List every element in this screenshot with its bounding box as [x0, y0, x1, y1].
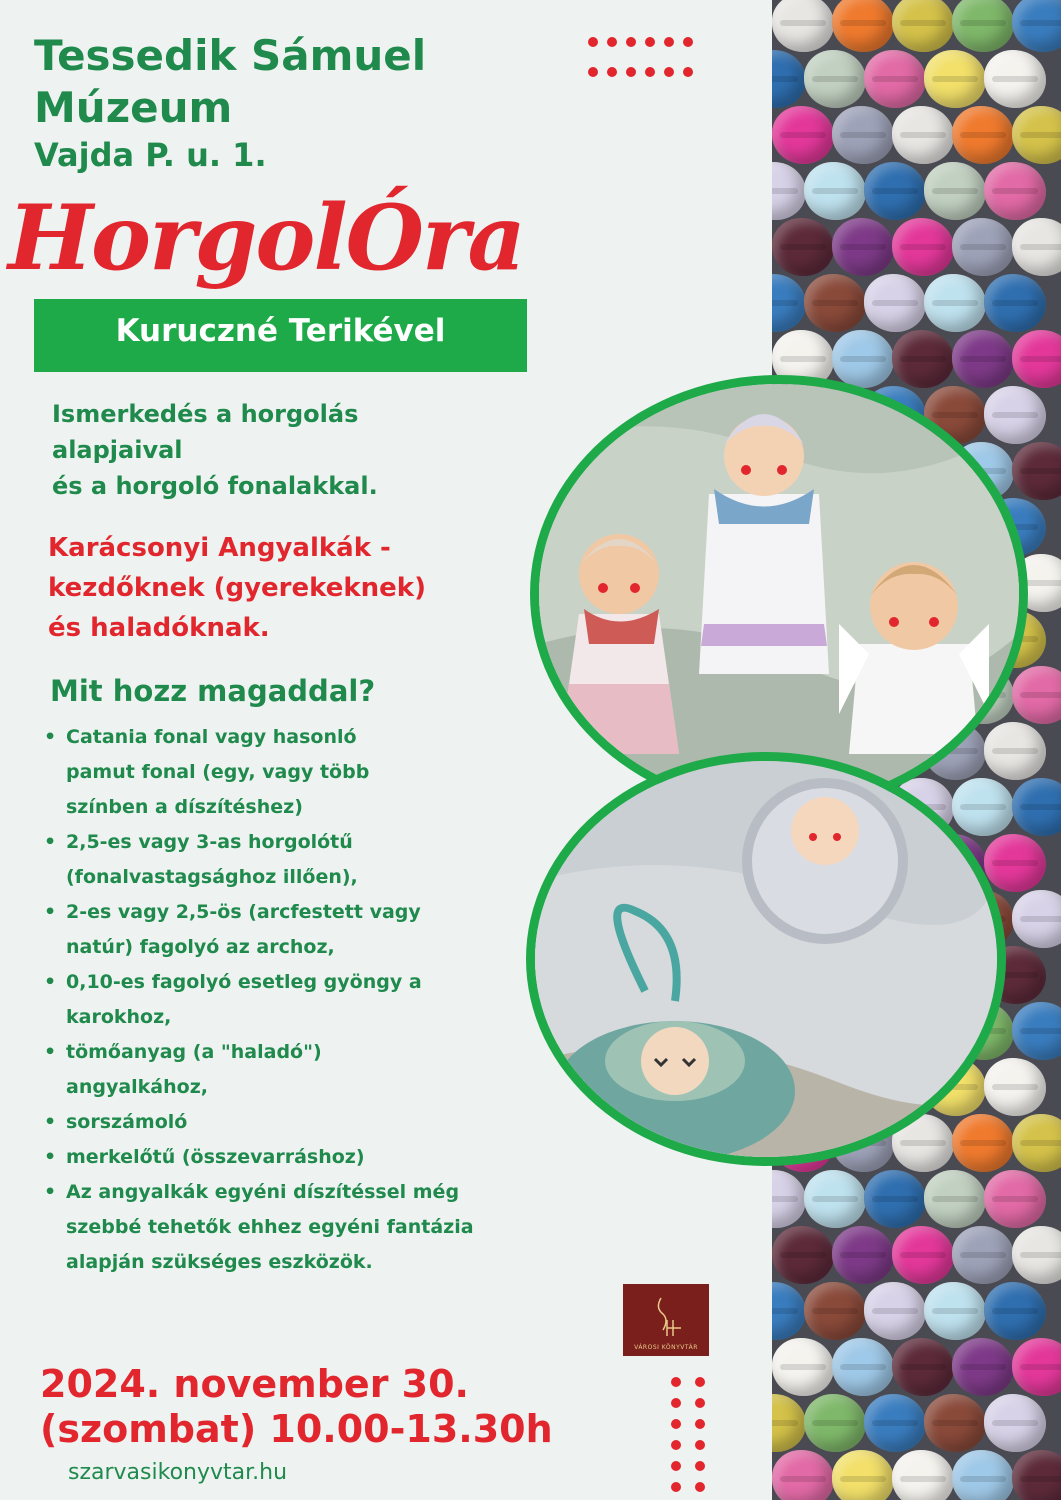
event-title: HorgolÓra	[8, 185, 524, 291]
yarn-ball	[864, 162, 926, 220]
yarn-ball	[952, 1338, 1014, 1396]
intro-line: Ismerkedés a horgolás	[52, 400, 359, 428]
yarn-ball	[984, 50, 1046, 108]
yarn-ball	[984, 1394, 1046, 1452]
yarn-ball	[804, 162, 866, 220]
yarn-ball	[1012, 1450, 1061, 1500]
yarn-ball	[832, 0, 894, 52]
yarn-ball	[772, 1450, 834, 1500]
yarn-ball	[984, 162, 1046, 220]
yarn-ball	[924, 162, 986, 220]
yarn-ball	[1012, 442, 1061, 500]
yarn-ball	[1012, 218, 1061, 276]
angel-figures-photo	[530, 375, 1028, 813]
yarn-ball	[772, 218, 834, 276]
yarn-ball	[952, 1114, 1014, 1172]
yarn-ball	[832, 1226, 894, 1284]
yarn-ball	[864, 1282, 926, 1340]
list-item: • 0,10-es fagolyó esetleg gyöngy a karokhoz,	[44, 965, 496, 1035]
list-item: • merkelőtű (összevarráshoz)	[44, 1140, 504, 1175]
yarn-ball	[984, 834, 1046, 892]
decorative-dots-top	[585, 32, 695, 87]
yarn-ball	[1012, 0, 1061, 52]
yarn-ball	[1012, 1002, 1061, 1060]
yarn-ball	[772, 274, 806, 332]
intro-text	[52, 396, 472, 504]
yarn-ball	[892, 1338, 954, 1396]
bring-list	[44, 720, 504, 1280]
yarn-ball	[804, 274, 866, 332]
yarn-ball	[804, 1282, 866, 1340]
angels-line: és haladóknak.	[48, 613, 270, 643]
yarn-ball	[924, 274, 986, 332]
yarn-ball	[772, 50, 806, 108]
yarn-ball	[952, 1226, 1014, 1284]
yarn-ball	[832, 1450, 894, 1500]
yarn-ball	[1012, 330, 1061, 388]
yarn-ball	[772, 106, 834, 164]
library-logo	[623, 1284, 709, 1356]
list-item: • tömőanyag (a "haladó") angyalkához,	[44, 1035, 386, 1105]
yarn-ball	[892, 0, 954, 52]
yarn-ball	[772, 1282, 806, 1340]
yarn-ball	[924, 1170, 986, 1228]
yarn-ball	[1012, 106, 1061, 164]
event-time: (szombat) 10.00-13.30h	[40, 1407, 553, 1451]
museum-address: Vajda P. u. 1.	[34, 136, 267, 174]
yarn-ball	[864, 1170, 926, 1228]
yarn-ball	[952, 0, 1014, 52]
yarn-ball	[864, 50, 926, 108]
event-datetime	[40, 1362, 553, 1452]
yarn-ball	[924, 1394, 986, 1452]
yarn-ball	[772, 1170, 806, 1228]
yarn-ball	[772, 1226, 834, 1284]
yarn-ball	[772, 1338, 834, 1396]
decorative-dots-bottom	[666, 1372, 712, 1500]
yarn-ball	[924, 50, 986, 108]
yarn-ball	[804, 1394, 866, 1452]
yarn-ball	[1012, 1226, 1061, 1284]
event-date: 2024. november 30.	[40, 1362, 469, 1406]
yarn-ball	[984, 274, 1046, 332]
angels-description	[48, 528, 508, 648]
yarn-ball	[804, 1170, 866, 1228]
yarn-ball	[1012, 1114, 1061, 1172]
list-item: • 2-es vagy 2,5-ös (arcfestett vagy natúr) fagolyó az archoz,	[44, 895, 426, 965]
host-banner	[34, 299, 527, 372]
yarn-ball	[924, 1282, 986, 1340]
yarn-ball	[952, 218, 1014, 276]
angels-line: kezdőknek (gyerekeknek)	[48, 573, 426, 603]
yarn-ball	[984, 722, 1046, 780]
yarn-ball	[952, 1450, 1014, 1500]
yarn-ball	[864, 1394, 926, 1452]
yarn-ball	[984, 386, 1046, 444]
intro-line: alapjaival	[52, 436, 183, 464]
yarn-ball	[772, 1394, 806, 1452]
host-name: Kuruczné Terikével	[115, 313, 446, 349]
yarn-ball	[772, 162, 806, 220]
yarn-ball	[952, 330, 1014, 388]
yarn-ball	[984, 1282, 1046, 1340]
yarn-ball	[952, 778, 1014, 836]
yarn-ball	[892, 1226, 954, 1284]
website-link[interactable]: szarvasikonyvtar.hu	[68, 1460, 288, 1485]
yarn-ball	[864, 274, 926, 332]
museum-name: Tessedik Sámuel Múzeum	[34, 31, 427, 132]
yarn-ball	[1012, 890, 1061, 948]
yarn-ball	[952, 106, 1014, 164]
intro-line: és a horgoló fonalakkal.	[52, 472, 378, 500]
list-item: • sorszámoló	[44, 1105, 504, 1140]
yarn-ball	[892, 330, 954, 388]
yarn-ball	[772, 0, 834, 52]
yarn-ball	[1012, 778, 1061, 836]
angels-line: Karácsonyi Angyalkák -	[48, 533, 391, 563]
hanging-angels-photo	[526, 752, 1006, 1166]
list-item: • 2,5-es vagy 3-as horgolótű (fonalvastagsághoz illően),	[44, 825, 406, 895]
list-item: • Catania fonal vagy hasonló pamut fonal (egy, vagy több színben a díszítéshez)	[44, 720, 396, 825]
yarn-ball	[1012, 666, 1061, 724]
yarn-ball	[892, 218, 954, 276]
yarn-ball	[984, 1058, 1046, 1116]
yarn-ball	[1012, 1338, 1061, 1396]
yarn-ball	[832, 1338, 894, 1396]
yarn-ball	[892, 1450, 954, 1500]
list-item: • Az angyalkák egyéni díszítéssel még szebbé tehetők ehhez egyéni fantázia alapján szükséges eszközök.	[44, 1175, 486, 1280]
library-logo-text: VÁROSI KÖNYVTÁR	[634, 1344, 698, 1351]
yarn-ball	[832, 106, 894, 164]
yarn-ball	[984, 1170, 1046, 1228]
bring-heading: Mit hozz magaddal?	[50, 674, 376, 708]
yarn-ball	[832, 330, 894, 388]
yarn-ball	[832, 218, 894, 276]
yarn-ball	[804, 50, 866, 108]
yarn-ball	[892, 106, 954, 164]
